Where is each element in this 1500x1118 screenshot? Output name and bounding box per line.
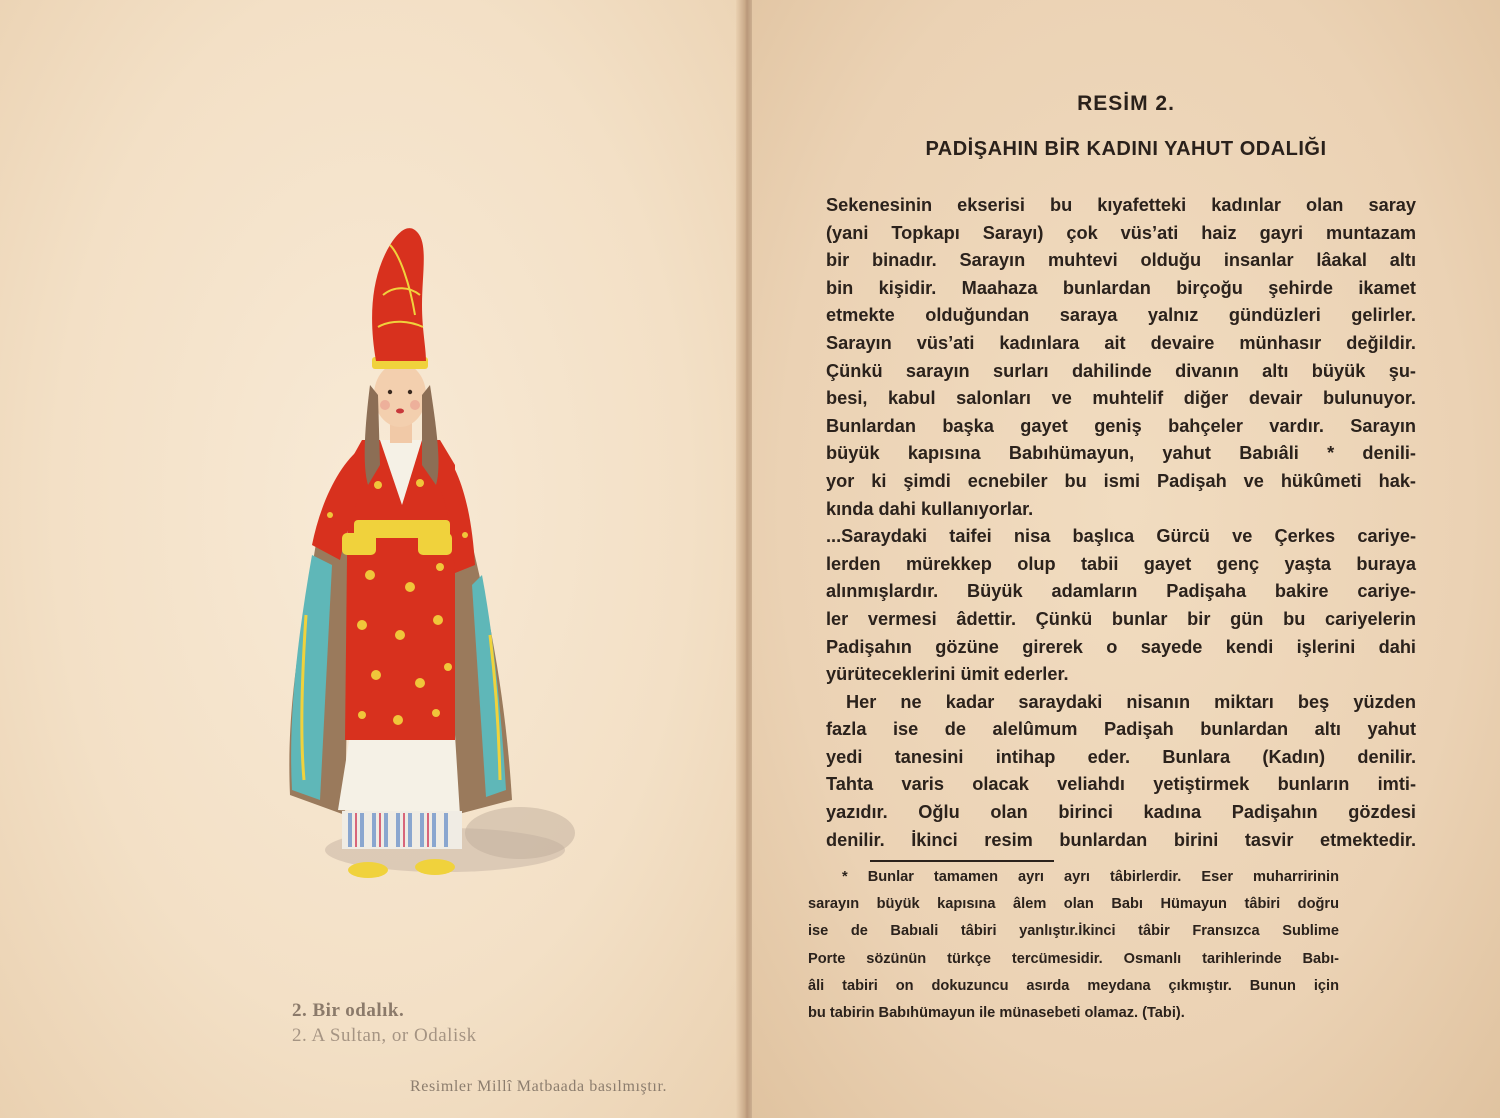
text-line: büyük kapısına Babıhümayun, yahut Babıâli * denili- xyxy=(826,443,1416,464)
text-line: fazla ise de alelûmum Padişah bunlardan altı yahut xyxy=(826,719,1416,740)
left-page xyxy=(0,0,744,1118)
footnote-divider xyxy=(870,860,1054,862)
text-line: lerden mürekkep olup tabii gayet genç yaşta buraya xyxy=(826,553,1416,574)
printer-note: Resimler Millî Matbaada basılmıştır. xyxy=(410,1078,668,1095)
text-line: Padişahın gözüne girerek o sayede kendi işlerini dahi xyxy=(826,636,1416,657)
footnote-line: sarayın büyük kapısına âlem olan Babı Hümayun tâbiri doğru xyxy=(808,896,1339,913)
footnote-line: bu tabirin Babıhümayun ile münasebeti olamaz. (Tabi). xyxy=(808,1005,1185,1022)
text-line: yor ki şimdi ecnebiler bu ismi Padişah ve hükûmeti hak- xyxy=(826,470,1416,491)
text-line: Sekenesinin ekserisi bu kıyafetteki kadınlar olan saray xyxy=(826,195,1416,215)
text-line: Çünkü sarayın surları dahilinde divanın altı büyük şu- xyxy=(826,360,1416,381)
text-line: etmekte olduğundan saraya yalnız gündüzleri gelirler. xyxy=(826,305,1416,326)
text-line: denilir. İkinci resim bunlardan birini tasvir etmektedir. xyxy=(826,829,1416,850)
page-title: PADİŞAHIN BİR KADINI YAHUT ODALIĞI xyxy=(925,138,1327,160)
caption-turkish: 2. Bir odalık. xyxy=(292,1000,405,1021)
footnote-line: Porte sözünün türkçe tercümesidir. Osmanlı tarihlerinde Babı- xyxy=(808,950,1339,967)
text-line: Bunlardan başka gayet geniş bahçeler vardır. Sarayın xyxy=(826,415,1416,436)
text-line: alınmışlardır. Büyük adamların Padişaha bakire cariye- xyxy=(826,581,1416,602)
odalisque-illustration xyxy=(250,215,590,895)
text-line: yürüteceklerini ümit ederler. xyxy=(826,664,1069,685)
footnote xyxy=(808,864,1339,1027)
text-line: bir binadır. Sarayın muhtevi olduğu insanlar lâakal altı xyxy=(826,250,1416,271)
text-line: kında dahi kullanıyorlar. xyxy=(826,498,1034,519)
text-line: yedi tanesini intihap eder. Bunlara (Kadın) denilir. xyxy=(826,746,1416,767)
text-line: ler vermesi âdettir. Çünkü bunlar bir gün bu cariyelerin xyxy=(826,608,1416,629)
plate-number-heading: RESİM 2. xyxy=(1077,92,1175,115)
text-line: ...Saraydaki taifei nisa başlıca Gürcü ve Çerkes cariye- xyxy=(826,526,1416,547)
footnote-line: * Bunlar tamamen ayrı ayrı tâbirlerdir. Eser muharririnin xyxy=(842,869,1339,885)
text-line: yazıdır. Oğlu olan birinci kadına Padişahın gözdesi xyxy=(826,802,1416,823)
caption-english: 2. A Sultan, or Odalisk xyxy=(292,1025,477,1046)
text-line: Sarayın vüs’ati kadınlara ait devaire münhasır değildir. xyxy=(826,332,1416,353)
text-line: (yani Topkapı Sarayı) çok vüs’ati haiz gayri muntazam xyxy=(826,222,1416,243)
text-line: Tahta varis olacak veliahdı yetiştirmek bunların imti- xyxy=(826,774,1416,795)
footnote-line: âli tabiri on dokuzuncu asırda meydana çıkmıştır. Bunun için xyxy=(808,977,1339,994)
right-page xyxy=(752,0,1500,1118)
text-line: besi, kabul salonları ve muhtelif diğer devair bulunuyor. xyxy=(826,388,1416,409)
footnote-line: ise de Babıali tâbiri yanlıştır.İkinci tâbir Fransızca Sublime xyxy=(808,923,1339,940)
text-line: Her ne kadar saraydaki nisanın miktarı beş yüzden xyxy=(846,691,1416,712)
text-line: bin kişidir. Maahaza bunlardan birçoğu şehirde ikamet xyxy=(826,277,1416,298)
body-text xyxy=(826,192,1416,854)
